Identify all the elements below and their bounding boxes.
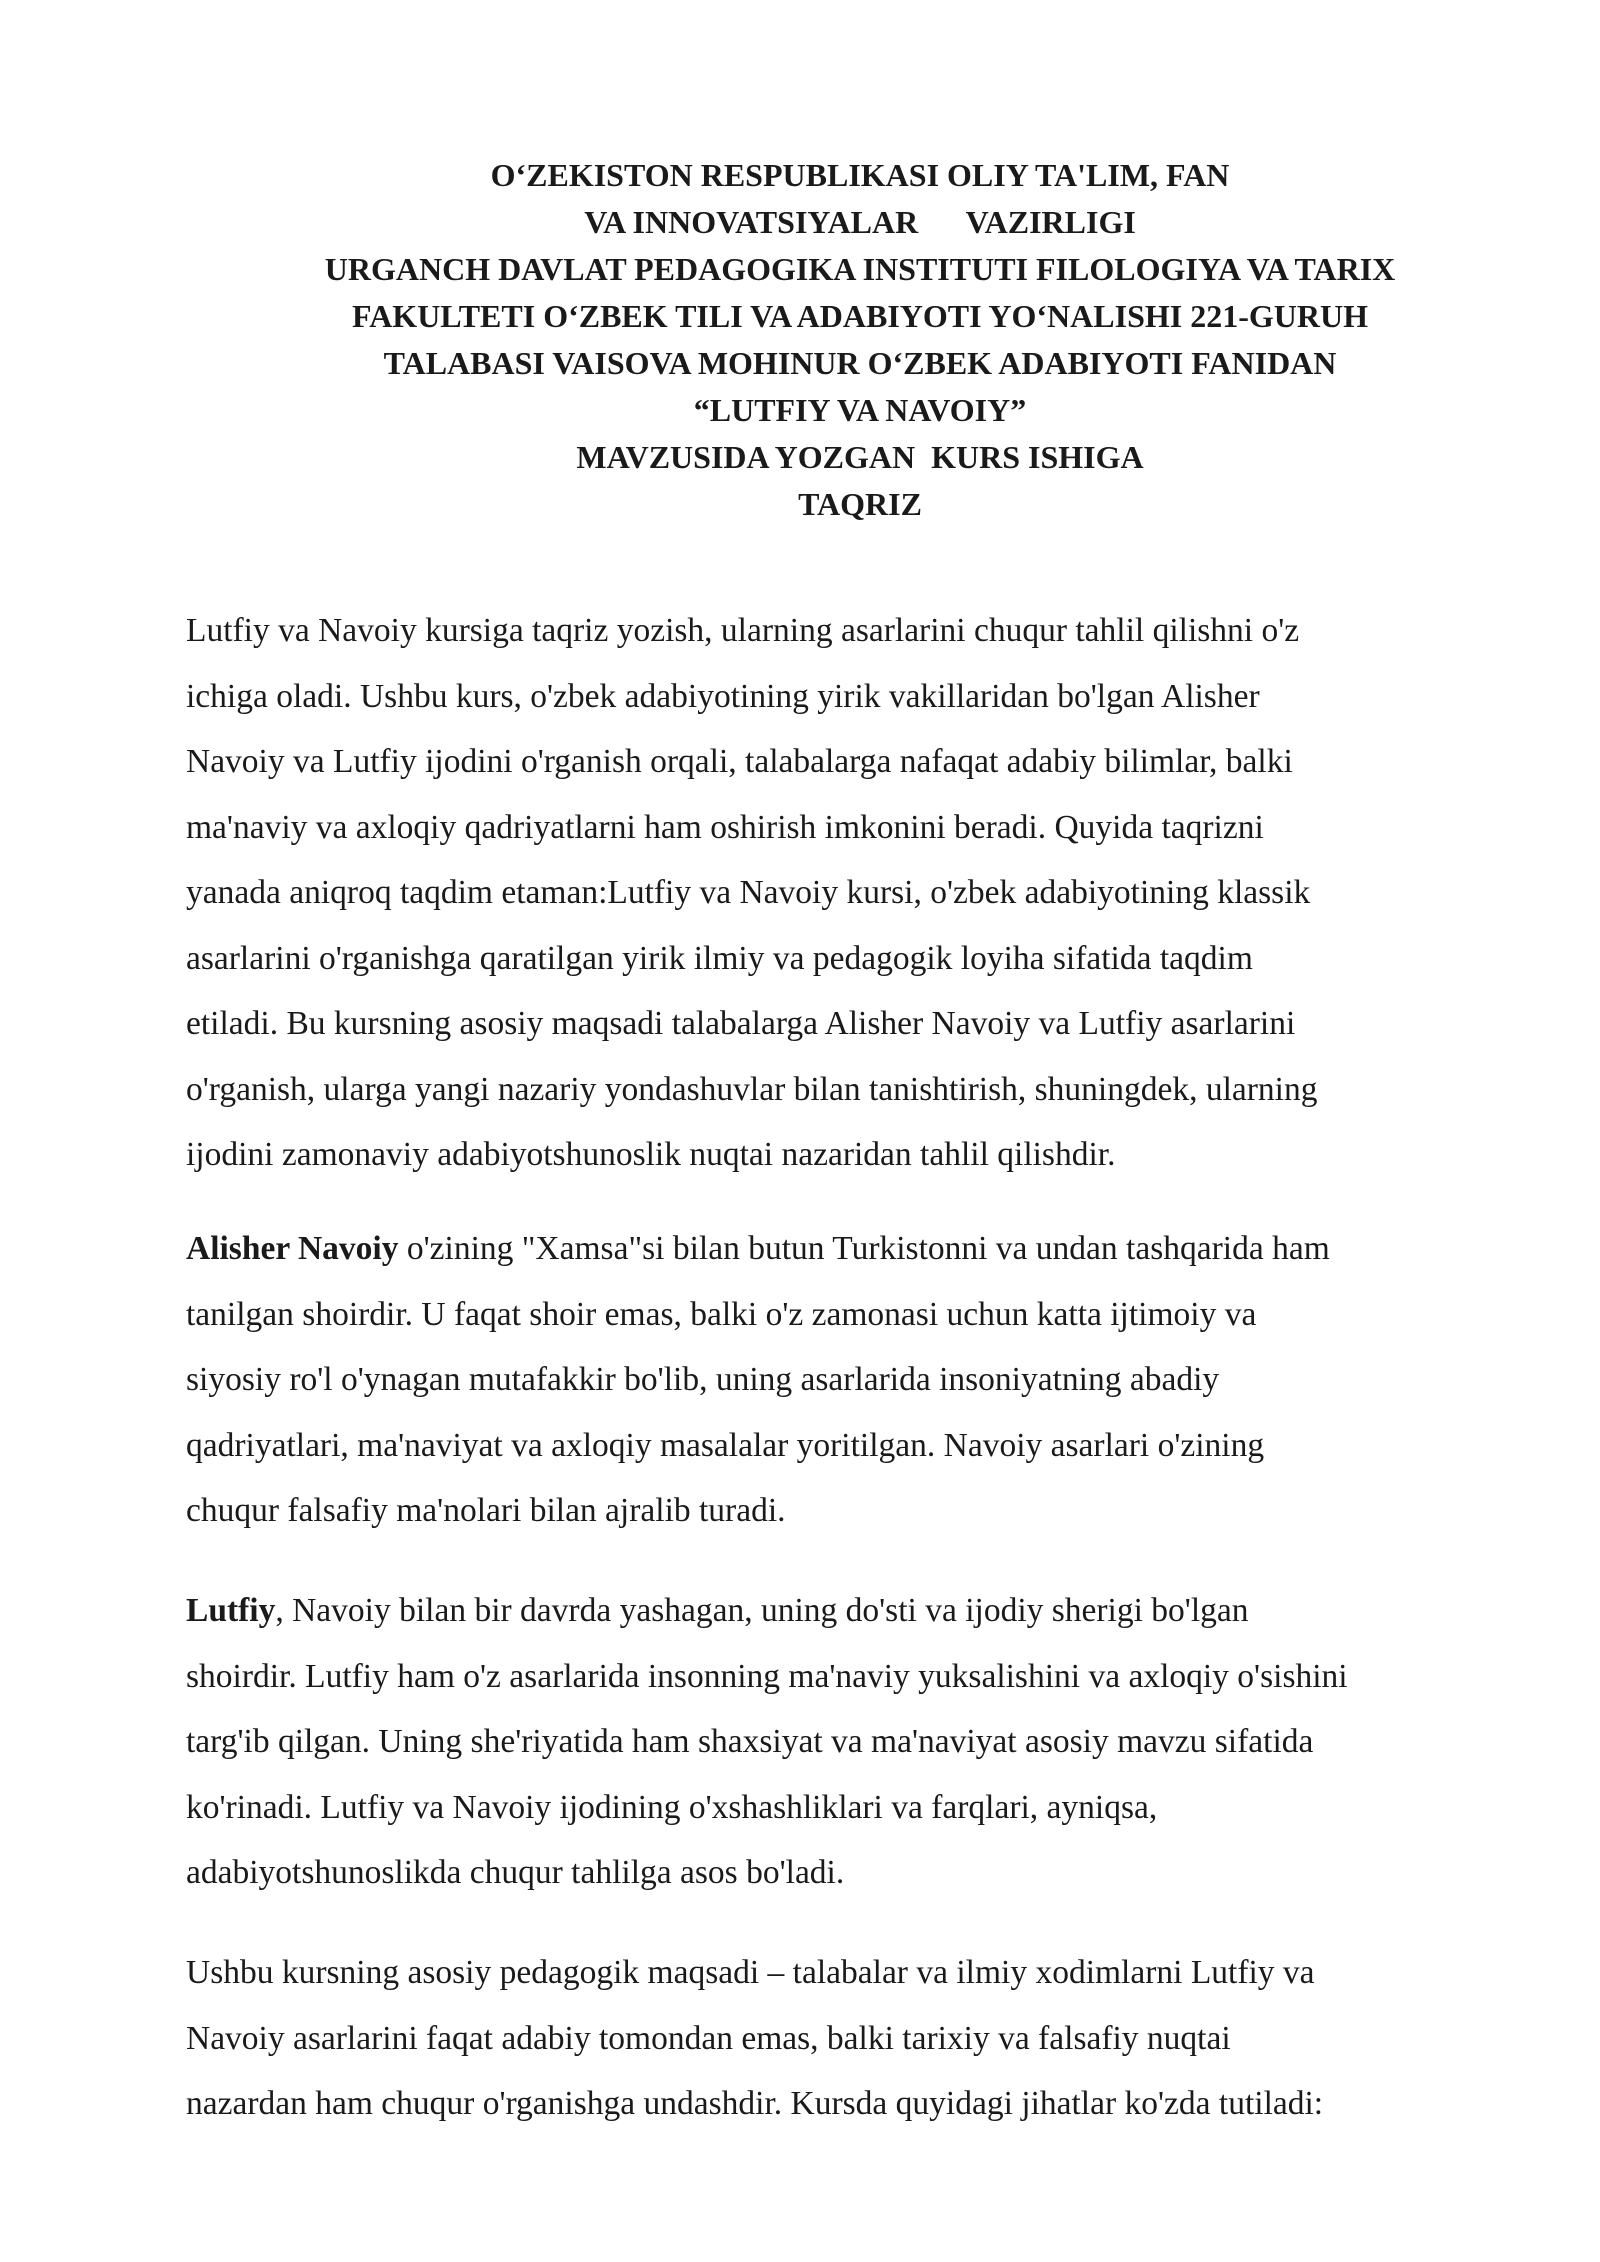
text-line	[186, 1578, 1506, 1644]
heading-line: TALABASI VAISOVA MOHINUR O‘ZBEK ADABIYOTI FANIDAN	[383, 345, 1337, 381]
text-line: Navoiy asarlarini faqat adabiy tomondan emas, balki tarixiy va falsafiy nuqtai	[186, 2019, 1231, 2057]
bold-lead: Lutfiy	[186, 1592, 276, 1629]
heading-line: FAKULTETI O‘ZBEK TILI VA ADABIYOTI YO‘NALISHI 221-GURUH	[352, 298, 1368, 334]
text-line: asarlarini o'rganishga qaratilgan yirik ilmiy va pedagogik loyiha sifatida taqdim	[186, 939, 1253, 977]
heading-line: VA INNOVATSIYALAR VAZIRLIGI	[584, 204, 1136, 240]
text-line: siyosiy ro'l o'ynagan mutafakkir bo'lib, uning asarlarida insoniyatning abadiy	[186, 1361, 1220, 1398]
heading-line: O‘ZEKISTON RESPUBLIKASI OLIY TA'LIM, FAN	[490, 157, 1230, 193]
text-line: tanilgan shoirdir. U faqat shoir emas, balki o'z zamonasi uchun katta ijtimoiy va	[186, 1295, 1257, 1333]
heading-line: MAVZUSIDA YOZGAN KURS ISHIGA	[576, 439, 1144, 475]
paragraph-lutfiy	[186, 1578, 1506, 1906]
text-line: targ'ib qilgan. Uning she'riyatida ham shaxsiyat va ma'naviyat asosiy mavzu sifatida	[186, 1723, 1314, 1760]
text-line: o'rganish, ularga yangi nazariy yondashuvlar bilan tanishtirish, shuningdek, ularning	[186, 1070, 1318, 1108]
text-line: Lutfiy va Navoiy kursiga taqriz yozish, ularning asarlarini chuqur tahlil qilishni o'z	[186, 612, 1300, 649]
bold-lead: Alisher Navoiy	[186, 1230, 399, 1267]
text-line: Navoiy va Lutfiy ijodini o'rganish orqali, talabalarga nafaqat adabiy bilimlar, balki	[186, 743, 1293, 780]
lead-rest: , Navoiy bilan bir davrda yashagan, uning do'sti va ijodiy sherigi bo'lgan	[275, 1592, 1249, 1629]
text-line: qadriyatlari, ma'naviyat va axloqiy masalalar yoritilgan. Navoiy asarlari o'zining	[186, 1426, 1265, 1464]
text-line: etiladi. Bu kursning asosiy maqsadi talabalarga Alisher Navoiy va Lutfiy asarlarini	[186, 1005, 1296, 1042]
paragraph-intro	[186, 598, 1506, 1188]
text-line: adabiyotshunoslikda chuqur tahlilga asos bo'ladi.	[186, 1854, 845, 1891]
paragraph-goal	[186, 1940, 1506, 2137]
heading-line: URGANCH DAVLAT PEDAGOGIKA INSTITUTI FILOLOGIYA VA TARIX	[324, 251, 1396, 287]
text-line: ichiga oladi. Ushbu kurs, o'zbek adabiyotining yirik vakillaridan bo'lgan Alisher	[186, 677, 1260, 715]
paragraph-navoiy	[186, 1216, 1506, 1544]
text-line: nazardan ham chuqur o'rganishga undashdir. Kursda quyidagi jihatlar ko'zda tutiladi:	[186, 2085, 1324, 2122]
text-line: yanada aniqroq taqdim etaman:Lutfiy va Navoiy kursi, o'zbek adabiyotining klassik	[186, 874, 1311, 911]
text-line: chuqur falsafiy ma'nolari bilan ajralib turadi.	[186, 1492, 786, 1529]
heading-line: TAQRIZ	[798, 486, 922, 522]
text-line: ko'rinadi. Lutfiy va Navoiy ijodining o'xshashliklari va farqlari, ayniqsa,	[186, 1788, 1158, 1826]
text-line: ma'naviy va axloqiy qadriyatlarni ham oshirish imkonini beradi. Quyida taqrizni	[186, 808, 1264, 846]
text-line: Ushbu kursning asosiy pedagogik maqsadi – talabalar va ilmiy xodimlarni Lutfiy va	[186, 1954, 1315, 1991]
document-heading	[150, 152, 1570, 528]
text-line: shoirdir. Lutfiy ham o'z asarlarida insonning ma'naviy yuksalishini va axloqiy o'sishini	[186, 1657, 1348, 1695]
text-line: ijodini zamonaviy adabiyotshunoslik nuqtai nazaridan tahlil qilishdir.	[186, 1136, 1116, 1173]
text-line	[186, 1216, 1506, 1282]
heading-line: “LUTFIY VA NAVOIY”	[693, 392, 1027, 428]
lead-rest: o'zining "Xamsa"si bilan butun Turkistonni va undan tashqarida ham	[398, 1230, 1330, 1267]
